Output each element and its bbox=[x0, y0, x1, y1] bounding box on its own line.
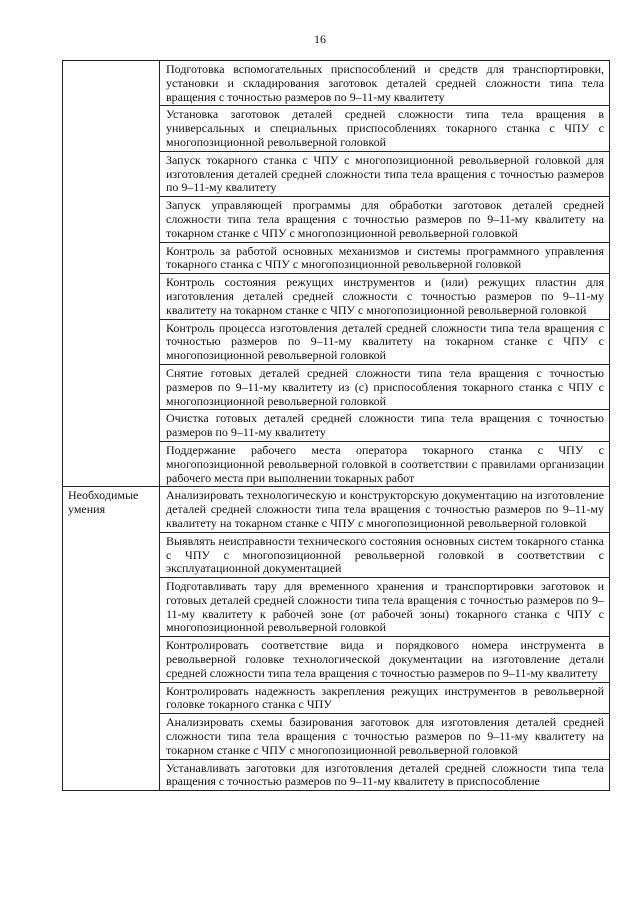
list-item: Установка заготовок деталей средней сложности типа тела вращения в универсальных и специальных приспособлениях токарного станка с ЧПУ с многопозиционной револьверной головкой bbox=[160, 106, 609, 151]
list-item: Очистка готовых деталей средней сложности типа тела вращения с точностью размеров по 9–11-му квалитету bbox=[160, 410, 609, 442]
list-item: Запуск токарного станка с ЧПУ с многопозиционной револьверной головкой для изготовления деталей средней сложности типа тела вращения с точностью размеров по 9–11-му квалитету bbox=[160, 152, 609, 197]
list-item: Контролировать надежность закрепления режущих инструментов в револьверной головке токарного станка с ЧПУ bbox=[160, 683, 609, 715]
requirements-table bbox=[62, 60, 610, 791]
items-cell bbox=[160, 487, 610, 791]
table-row-skills bbox=[63, 487, 610, 791]
list-item: Снятие готовых деталей средней сложности типа тела вращения с точностью размеров по 9–11-му квалитету из (с) приспособления токарного станка с ЧПУ с многопозиционной револьверной головкой bbox=[160, 365, 609, 410]
label-cell bbox=[63, 61, 160, 487]
list-item: Контроль состояния режущих инструментов и (или) режущих пластин для изготовления деталей средней сложности с точностью размеров по 9–11-му квалитету на токарном станке с ЧПУ с многопозиционной револьверной головкой bbox=[160, 274, 609, 319]
list-item: Контроль за работой основных механизмов и системы программного управления токарного станка с ЧПУ с многопозиционной револьверной головкой bbox=[160, 243, 609, 275]
list-item: Выявлять неисправности технического состояния основных систем токарного станка с ЧПУ с многопозиционной револьверной головкой в соответствии с эксплуатационной документацией bbox=[160, 533, 609, 578]
list-item: Анализировать технологическую и конструкторскую документацию на изготовление деталей средней сложности типа тела вращения с точностью размеров по 9–11-му квалитету на токарном станке с ЧПУ с многопозиционной револьверной головкой bbox=[160, 487, 609, 532]
list-item: Поддержание рабочего места оператора токарного станка с ЧПУ с многопозиционной револьверной головкой в соответствии с правилами организации рабочего места при выполнении токарных работ bbox=[166, 442, 604, 485]
page-number: 16 bbox=[314, 32, 326, 46]
list-item: Контроль процесса изготовления деталей средней сложности типа тела вращения с точностью размеров по 9–11-му квалитету на токарном станке с ЧПУ с многопозиционной револьверной головкой bbox=[160, 320, 609, 365]
label-cell bbox=[63, 487, 160, 791]
items-cell bbox=[160, 61, 610, 487]
list-item: Анализировать схемы базирования заготовок для изготовления деталей средней сложности типа тела вращения с точностью размеров по 9–11-му квалитету на токарном станке с ЧПУ с многопозиционной револьверной головкой bbox=[160, 714, 609, 759]
list-item: Контролировать соответствие вида и порядкового номера инструмента в револьверной головке технологической документации на изготовление детали средней сложности типа тела вращения с точностью размеров по 9–11-му квалитету bbox=[160, 637, 609, 682]
table-row-actions bbox=[63, 61, 610, 487]
list-item: Устанавливать заготовки для изготовления деталей средней сложности типа тела вращения с точностью размеров по 9–11-му квалитету в приспособление bbox=[166, 760, 604, 789]
section-label: Необходимые умения bbox=[68, 488, 139, 517]
list-item: Запуск управляющей программы для обработки заготовок деталей средней сложности типа тела вращения с точностью размеров по 9–11-му квалитету на токарном станке с ЧПУ с многопозиционной револьверной головкой bbox=[160, 197, 609, 242]
section-label bbox=[63, 61, 159, 63]
list-item: Подготавливать тару для временного хранения и транспортировки заготовок и готовых деталей средней сложности типа тела вращения с точностью размеров по 9–11-му квалитету к рабочей зоне (от рабочей зоны) токарного станка с ЧПУ с многопозиционной револьверной головкой bbox=[160, 578, 609, 637]
list-item: Подготовка вспомогательных приспособлений и средств для транспортировки, установки и складирования заготовок деталей средней сложности типа тела вращения с точностью размеров по 9–11-му квалитету bbox=[160, 61, 609, 106]
